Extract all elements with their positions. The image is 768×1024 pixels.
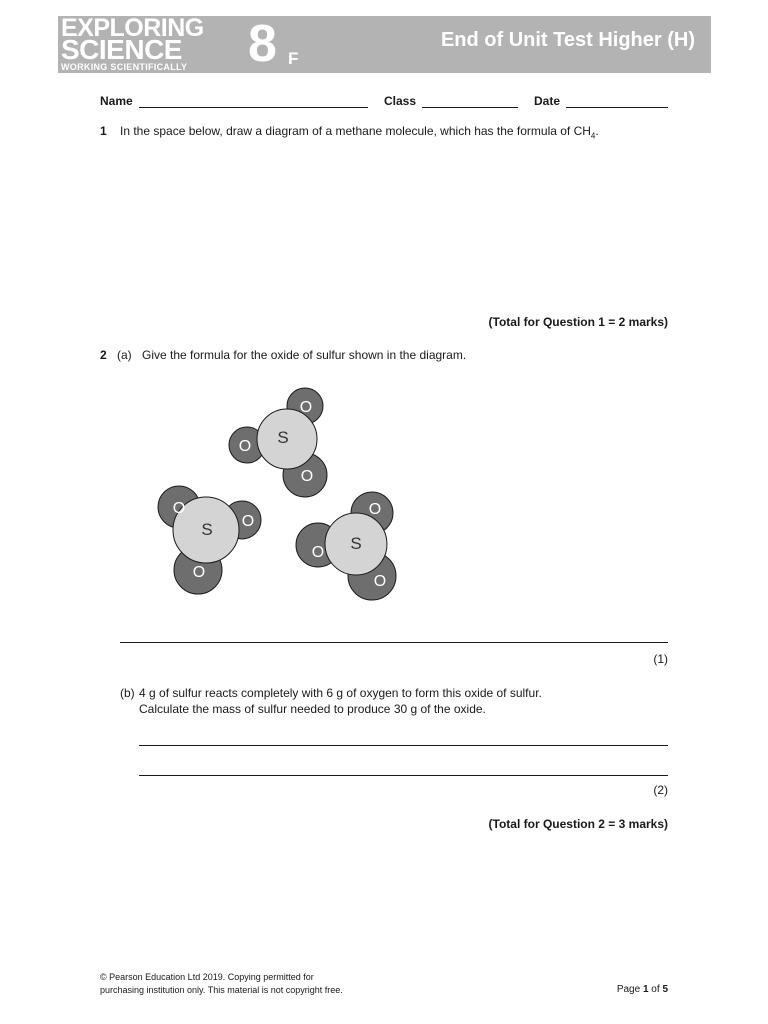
question-2-number: 2	[100, 348, 107, 362]
question-1-drawing-area[interactable]	[100, 142, 668, 307]
question-2b-line1: 4 g of sulfur reacts completely with 6 g of oxygen to form this oxide of sulfur.	[139, 686, 542, 700]
copyright-line-1: © Pearson Education Ltd 2019. Copying permitted for	[100, 972, 314, 982]
question-2a-text: Give the formula for the oxide of sulfur shown in the diagram.	[142, 348, 467, 362]
oxygen-symbol: O	[368, 501, 382, 518]
oxygen-symbol: O	[172, 500, 186, 517]
class-label: Class	[384, 94, 417, 108]
logo-exploring-text: EXPLORING	[61, 14, 204, 42]
sulfur-symbol: S	[201, 520, 213, 539]
question-2b-label: (b)	[120, 686, 135, 700]
question-2b-line2: Calculate the mass of sulfur needed to produce 30 g of the oxide.	[139, 702, 486, 716]
date-field[interactable]	[566, 107, 668, 108]
page-prefix: Page	[616, 984, 643, 995]
page-number	[617, 984, 668, 996]
sulfur-symbol: S	[277, 428, 289, 447]
molecule-3	[296, 492, 396, 600]
unit-number: 8	[248, 15, 277, 73]
question-2b-marks: (2)	[653, 783, 668, 797]
answer-line-2b-2[interactable]	[139, 775, 668, 776]
page-total: 5	[662, 984, 668, 995]
question-2-total: (Total for Question 2 = 3 marks)	[488, 817, 668, 831]
test-title: End of Unit Test Higher (H)	[440, 29, 695, 51]
question-1-total: (Total for Question 1 = 2 marks)	[488, 315, 668, 329]
sulfur-oxide-diagram	[150, 378, 410, 608]
molecule-2	[158, 486, 261, 594]
oxygen-symbol: O	[238, 438, 252, 455]
name-field[interactable]	[139, 107, 368, 108]
question-2a-label: (a)	[117, 348, 132, 362]
oxygen-symbol: O	[299, 399, 313, 416]
answer-line-2a[interactable]	[120, 642, 668, 643]
header-banner	[58, 16, 711, 73]
logo-science-text: SCIENCE	[61, 34, 182, 65]
question-1-text	[120, 124, 599, 140]
question-1-subscript: 4	[590, 131, 596, 141]
question-1-prompt: In the space below, draw a diagram of a methane molecule, which has the formula of CH	[120, 124, 591, 138]
oxygen-symbol: O	[311, 544, 325, 561]
unit-letter: F	[288, 49, 299, 68]
answer-line-2b-1[interactable]	[139, 745, 668, 746]
copyright-line-2: purchasing institution only. This material is not copyright free.	[100, 985, 343, 995]
oxygen-symbol: O	[300, 468, 314, 485]
question-2a-marks: (1)	[653, 652, 668, 666]
logo-tagline: WORKING SCIENTIFICALLY	[61, 62, 188, 72]
class-field[interactable]	[422, 107, 518, 108]
sulfur-symbol: S	[350, 534, 362, 553]
oxygen-symbol: O	[241, 513, 255, 530]
oxygen-symbol: O	[192, 564, 206, 581]
name-label: Name	[100, 94, 133, 108]
question-1-period: .	[595, 124, 599, 138]
date-label: Date	[534, 94, 561, 108]
page-middle: of	[648, 984, 663, 995]
oxygen-symbol: O	[373, 573, 387, 590]
molecule-1	[229, 388, 327, 497]
page-current: 1	[642, 984, 649, 995]
question-1-number: 1	[100, 124, 107, 138]
